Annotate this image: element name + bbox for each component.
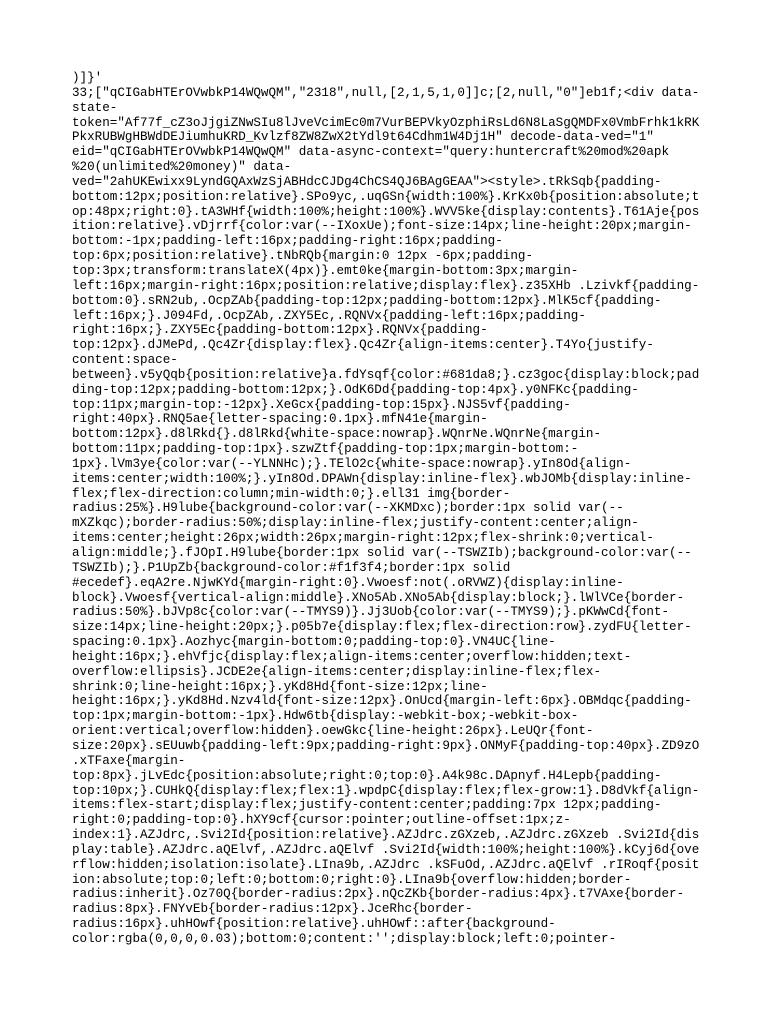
text-line: radius:16px}.uhHOwf{position:relative}.uhHOwf::after{background- xyxy=(72,917,556,932)
text-line: ved="2ahUKEwixx9LyndGQAxWzSjABHdcCJDg4ChCS4QJ6BAgGEAA"><style>.tRkSqb{padding- xyxy=(72,174,662,189)
text-line: rflow:hidden;isolation:isolate}.LIna9b,.AZJdrc .kSFuOd,.AZJdrc.aQElvf .rIRoqf{posit xyxy=(72,857,700,872)
text-line: flex;flex-direction:column;min-width:0;}.ell31 img{border- xyxy=(72,486,511,501)
text-line: shrink:0;line-height:16px;}.yKd8Hd{font-size:12px;line- xyxy=(72,679,488,694)
text-line: overflow:ellipsis}.JCDE2e{align-items:center;display:inline-flex;flex- xyxy=(72,664,602,679)
text-line: %20(unlimited%20money)" data- xyxy=(72,160,292,175)
text-line: state- xyxy=(72,100,118,115)
text-line: right:40px}.RNQ5ae{letter-spacing:0.1px}.mfN41e{margin- xyxy=(72,412,488,427)
text-line: ition:relative}.vDjrrf{color:var(--IXoxUe);font-size:14px;line-height:20px;margin- xyxy=(72,219,692,234)
text-line: items:flex-start;display:flex;justify-content:center;padding:7px 12px;padding- xyxy=(72,798,662,813)
text-line: PkxRUBWgHBWdDEJiumhuKRD_Kvlzf8ZW8ZwX2tYdl9t64Cdhm1W4Dj1H" decode-data-ved="1" xyxy=(72,130,654,145)
text-line: height:16px;}.ehVfjc{display:flex;align-items:center;overflow:hidden;text- xyxy=(72,649,632,664)
text-line: top:6px;position:relative}.tNbRQb{margin:0 12px -6px;padding- xyxy=(72,249,534,264)
text-line: mXZkqc);border-radius:50%;display:inline-flex;justify-content:center;align- xyxy=(72,516,639,531)
text-line: ion:absolute;top:0;left:0;bottom:0;right:0}.LIna9b{overflow:hidden;border- xyxy=(72,872,632,887)
text-line: top:11px;margin-top:-12px}.XeGcx{padding-top:15px}.NJS5vf{padding- xyxy=(72,397,571,412)
text-line: align:middle;}.fJOpI.H9lube{border:1px solid var(--TSWZIb);background-color:var(-- xyxy=(72,546,692,560)
text-line: index:1}.AZJdrc,.Svi2Id{position:relative}.AZJdrc.zGXzeb,.AZJdrc.zGXzeb .Svi2Id{dis xyxy=(72,828,700,843)
text-line: ding-top:12px;padding-bottom:12px;}.OdK6Dd{padding-top:4px}.y0NFKc{padding- xyxy=(72,382,639,397)
text-line: content:space- xyxy=(72,353,178,368)
text-line: radius:25%}.H9lube{background-color:var(--XKMDxc);border:1px solid var(-- xyxy=(72,501,624,516)
text-line: items:center;height:26px;width:26px;margin-right:12px;flex-shrink:0;vertical- xyxy=(72,531,654,546)
text-line: bottom:12px}.d8lRkd{}.d8lRkd{white-space:nowrap}.WQnrNe.WQnrNe{margin- xyxy=(72,427,602,442)
text-line: size:20px}.sEUuwb{padding-left:9px;padding-right:9px}.ONMyF{padding-top:40px}.ZD9zO xyxy=(72,738,700,753)
text-line: #ecedef}.eqA2re.NjwKYd{margin-right:0}.Vwoesf:not(.oRVWZ){display:inline- xyxy=(72,575,624,590)
text-line: spacing:0.1px}.Aozhyc{margin-bottom:0;padding-top:0}.VN4UC{line- xyxy=(72,635,556,650)
text-line: )]}' xyxy=(72,71,103,85)
text-line: 33;["qCIGabHTErOVwbkP14WQwQM","2318",null,[2,1,5,1,0]]c;[2,null,"0"]eb1f;<div data- xyxy=(72,85,700,100)
text-line: items:center;width:100%;}.yIn8Od.DPAWn{display:inline-flex}.wbJOMb{display:inline- xyxy=(72,471,692,486)
text-line: radius:50%}.bJVp8c{color:var(--TMYS9)}.Jj3Uob{color:var(--TMYS9);}.pKWwCd{font- xyxy=(72,605,670,620)
text-line: bottom:0}.sRN2ub,.OcpZAb{padding-top:12px;padding-bottom:12px}.MlK5cf{padding- xyxy=(72,293,662,308)
text-line: 1px}.lVm3ye{color:var(--YLNNHc);}.TElO2c{white-space:nowrap}.yIn8Od{align- xyxy=(72,456,632,471)
text-line: play:table}.AZJdrc.aQElvf,.AZJdrc.aQElvf .Svi2Id{width:100%;height:100%}.kCyj6d{ove xyxy=(72,842,700,857)
text-line: top:12px}.dJMePd,.Qc4Zr{display:flex}.Qc4Zr{align-items:center}.T4Yo{justify- xyxy=(72,338,654,353)
text-line: bottom:12px;position:relative}.SPo9yc,.uqGSn{width:100%}.KrKx0b{position:absolute;t xyxy=(72,189,700,204)
text-line: between}.v5yQqb{position:relative}a.fdYsqf{color:#681da8;}.cz3goc{display:block;pad xyxy=(72,367,700,382)
text-line: op:48px;right:0}.tA3WHf{width:100%;height:100%}.WVV5ke{display:contents}.T61Aje{pos xyxy=(72,204,700,219)
text-line: radius:inherit}.Oz70Q{border-radius:2px}.nQcZKb{border-radius:4px}.t7VAxe{border- xyxy=(72,887,685,902)
text-line: orient:vertical;overflow:hidden}.oewGkc{line-height:26px}.LeUQr{font- xyxy=(72,724,594,739)
text-line: block}.Vwoesf{vertical-align:middle}.XNo5Ab.XNo5Ab{display:block;}.lWlVCe{border- xyxy=(72,590,685,605)
text-line: size:14px;line-height:20px;}.p05b7e{display:flex;flex-direction:row}.zydFU{letter- xyxy=(72,620,692,635)
text-line: .xTFaxe{margin- xyxy=(72,753,186,768)
text-line: right:0;padding-top:0}.hXY9cf{cursor:pointer;outline-offset:1px;z- xyxy=(72,813,571,828)
text-line: left:16px;}.J094Fd,.OcpZAb,.ZXY5Ec,.RQNVx{padding-left:16px;padding- xyxy=(72,308,586,323)
text-line: eid="qCIGabHTErOVwbkP14WQwQM" data-async-context="query:huntercraft%20mod%20apk xyxy=(72,145,670,160)
raw-response-text xyxy=(72,71,728,947)
text-line: right:16px;}.ZXY5Ec{padding-bottom:12px}.RQNVx{padding- xyxy=(72,323,488,338)
text-line: radius:8px}.FNYvEb{border-radius:12px}.JceRhc{border- xyxy=(72,902,473,917)
text-line: TSWZIb);}.P1UpZb{background-color:#f1f3f4;border:1px solid xyxy=(72,560,511,575)
text-line: top:1px;margin-bottom:-1px}.Hdw6tb{display:-webkit-box;-webkit-box- xyxy=(72,709,579,724)
text-line: height:16px;}.yKd8Hd.Nzv4ld{font-size:12px}.OnUcd{margin-left:6px}.OBMdqc{padding- xyxy=(72,694,692,709)
text-line: color:rgba(0,0,0,0.03);bottom:0;content:'';display:block;left:0;pointer- xyxy=(72,931,617,946)
text-line: token="Af77f_cZ3oJjgiZNwSIu8lJveVcimEc0m7VurBEPVkyOzphiRsLd6N8LaSgQMDFx0VmbFrhk1kRK xyxy=(72,115,700,130)
text-line: top:3px;transform:translateX(4px)}.emt0ke{margin-bottom:3px;margin- xyxy=(72,263,579,278)
text-line: top:8px}.jLvEdc{position:absolute;right:0;top:0}.A4k98c.DApnyf.H4Lepb{padding- xyxy=(72,768,662,783)
text-line: top:10px;}.CUHkQ{display:flex;flex:1}.wpdpC{display:flex;flex-grow:1}.D8dVkf{align- xyxy=(72,783,700,798)
text-line: bottom:11px;padding-top:1px}.szwZtf{padding-top:1px;margin-bottom:- xyxy=(72,442,579,457)
text-line: bottom:-1px;padding-left:16px;padding-right:16px;padding- xyxy=(72,234,503,249)
text-line: left:16px;margin-right:16px;position:relative;display:flex}.z35XHb .Lzivkf{padding- xyxy=(72,278,700,293)
